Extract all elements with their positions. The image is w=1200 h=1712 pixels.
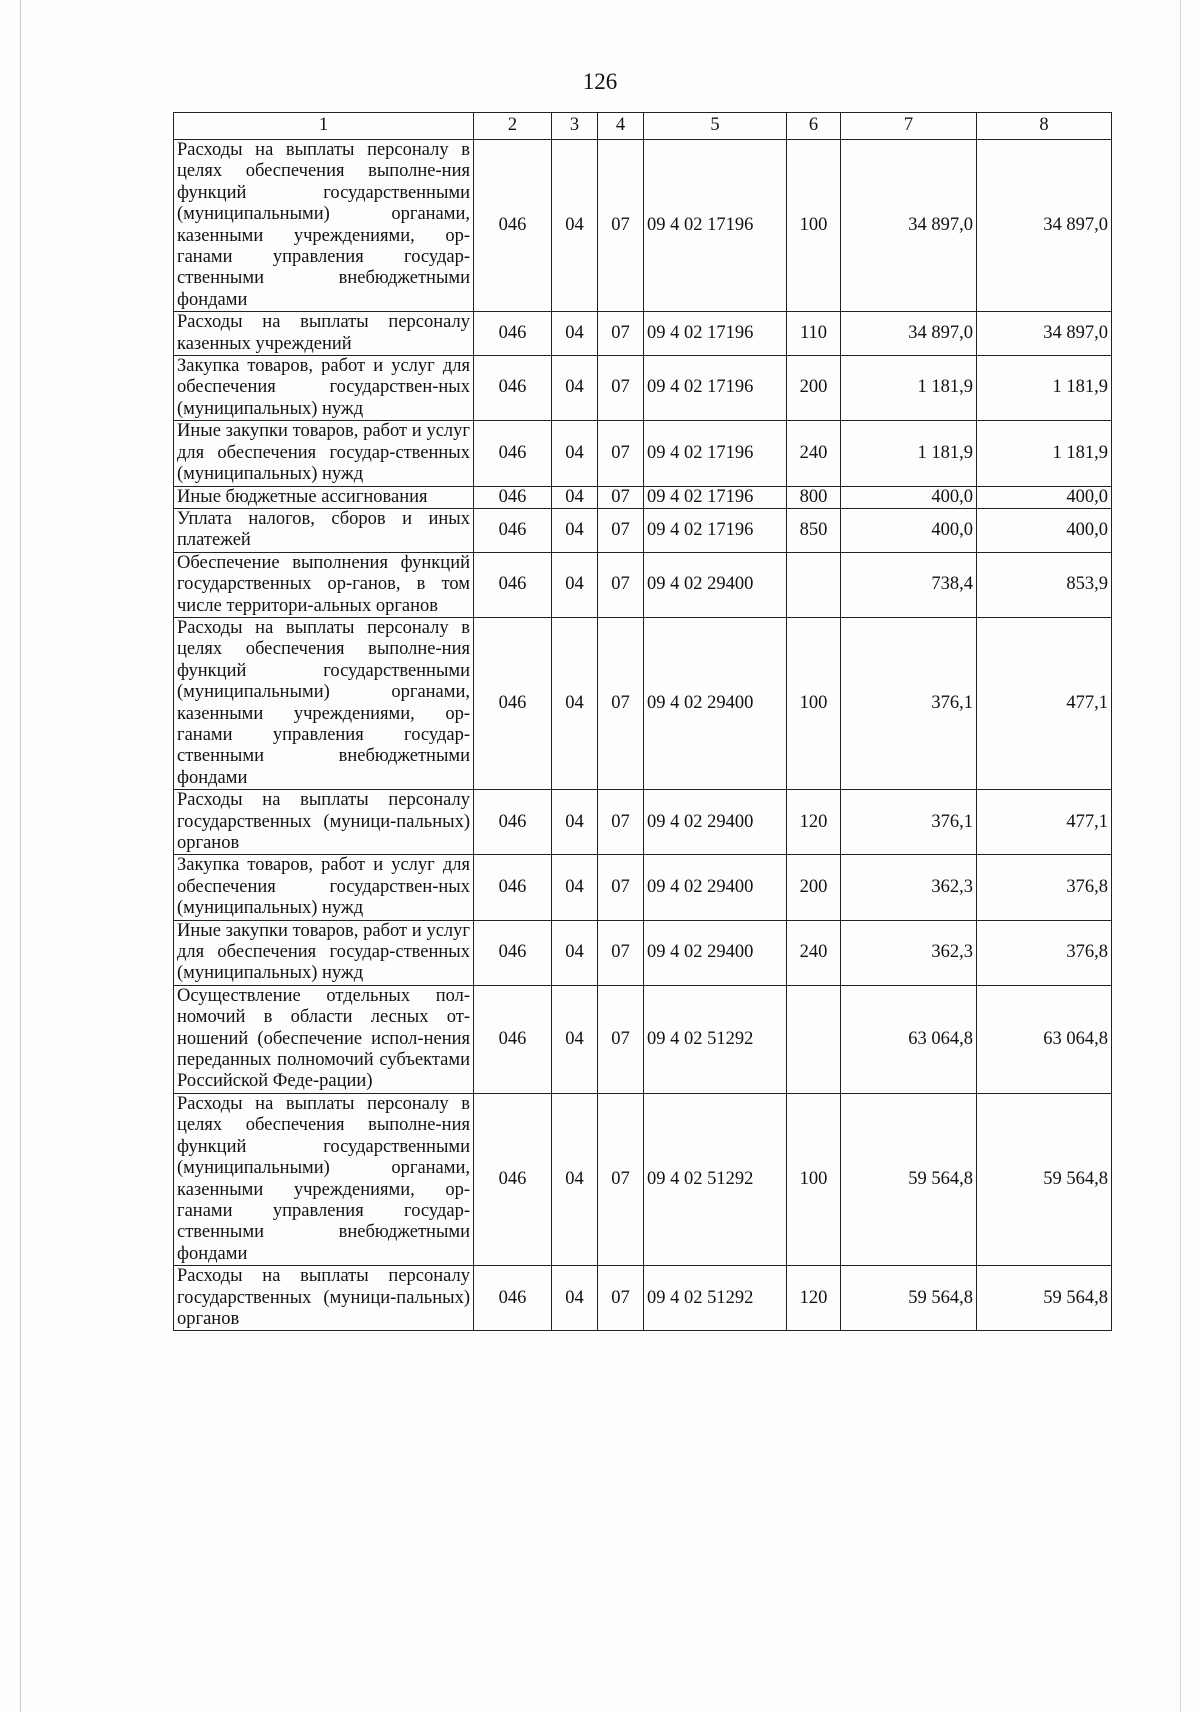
amount-year1-cell: 738,4 [841,552,977,617]
amount-year2-cell: 63 064,8 [977,985,1112,1093]
scan-edge-right [1180,0,1181,1712]
expense-type-cell: 120 [787,790,841,855]
table-row [174,508,1112,552]
expense-name-cell: Расходы на выплаты персоналу в целях обеспечения выполне-ния функций государственными (муниципальными) органами, казенными учреждениями, ор-ганами управления государ-ственными внебюджетными фондами [174,1093,474,1265]
subsection-code-cell: 07 [598,855,644,920]
column-header: 1 [174,113,474,140]
expense-type-cell: 200 [787,356,841,421]
expense-name-cell: Закупка товаров, работ и услуг для обеспечения государствен-ных (муниципальных) нужд [174,356,474,421]
section-code-cell: 04 [552,1266,598,1331]
ministry-code-cell: 046 [474,312,552,356]
expense-type-cell: 200 [787,855,841,920]
section-code-cell: 04 [552,421,598,486]
expense-name-cell: Иные бюджетные ассигнования [174,486,474,508]
ministry-code-cell: 046 [474,421,552,486]
section-code-cell: 04 [552,985,598,1093]
column-header: 7 [841,113,977,140]
target-article-cell: 09 4 02 17196 [644,486,787,508]
table-row [174,985,1112,1093]
expense-name-cell: Иные закупки товаров, работ и услуг для обеспечения государ-ственных (муниципальных) нужд [174,421,474,486]
amount-year2-cell: 853,9 [977,552,1112,617]
expense-type-cell [787,985,841,1093]
amount-year1-cell: 362,3 [841,855,977,920]
section-code-cell: 04 [552,920,598,985]
section-code-cell: 04 [552,356,598,421]
expense-type-cell: 100 [787,1093,841,1265]
expense-type-cell: 100 [787,140,841,312]
section-code-cell: 04 [552,486,598,508]
subsection-code-cell: 07 [598,985,644,1093]
amount-year1-cell: 34 897,0 [841,312,977,356]
amount-year2-cell: 59 564,8 [977,1093,1112,1265]
target-article-cell: 09 4 02 51292 [644,985,787,1093]
expense-type-cell: 100 [787,617,841,789]
subsection-code-cell: 07 [598,486,644,508]
ministry-code-cell: 046 [474,1266,552,1331]
subsection-code-cell: 07 [598,1266,644,1331]
table-row [174,920,1112,985]
ministry-code-cell: 046 [474,552,552,617]
budget-table [173,112,1112,1331]
ministry-code-cell: 046 [474,790,552,855]
amount-year2-cell: 400,0 [977,486,1112,508]
table-row [174,421,1112,486]
amount-year1-cell: 59 564,8 [841,1266,977,1331]
expense-name-cell: Осуществление отдельных пол-номочий в области лесных от-ношений (обеспечение испол-нения переданных полномочий субъектами Российской Феде-рации) [174,985,474,1093]
ministry-code-cell: 046 [474,1093,552,1265]
ministry-code-cell: 046 [474,617,552,789]
amount-year2-cell: 34 897,0 [977,140,1112,312]
amount-year2-cell: 477,1 [977,790,1112,855]
page-number: 126 [582,69,618,94]
target-article-cell: 09 4 02 29400 [644,552,787,617]
amount-year2-cell: 376,8 [977,920,1112,985]
target-article-cell: 09 4 02 29400 [644,617,787,789]
column-header: 5 [644,113,787,140]
amount-year1-cell: 1 181,9 [841,356,977,421]
target-article-cell: 09 4 02 17196 [644,421,787,486]
expense-name-cell: Расходы на выплаты персоналу государственных (муници-пальных) органов [174,790,474,855]
target-article-cell: 09 4 02 29400 [644,790,787,855]
column-header: 3 [552,113,598,140]
subsection-code-cell: 07 [598,617,644,789]
expense-type-cell: 240 [787,421,841,486]
target-article-cell: 09 4 02 17196 [644,356,787,421]
amount-year1-cell: 63 064,8 [841,985,977,1093]
expense-type-cell: 120 [787,1266,841,1331]
expense-name-cell: Расходы на выплаты персоналу государственных (муници-пальных) органов [174,1266,474,1331]
expense-type-cell: 850 [787,508,841,552]
table-row [174,140,1112,312]
amount-year2-cell: 1 181,9 [977,356,1112,421]
expense-name-cell: Иные закупки товаров, работ и услуг для обеспечения государ-ственных (муниципальных) нужд [174,920,474,985]
expense-name-cell: Расходы на выплаты персоналу казенных учреждений [174,312,474,356]
ministry-code-cell: 046 [474,140,552,312]
expense-name-cell: Расходы на выплаты персоналу в целях обеспечения выполне-ния функций государственными (муниципальными) органами, казенными учреждениями, ор-ганами управления государ-ственными внебюджетными фондами [174,617,474,789]
amount-year2-cell: 400,0 [977,508,1112,552]
subsection-code-cell: 07 [598,421,644,486]
section-code-cell: 04 [552,140,598,312]
amount-year1-cell: 400,0 [841,486,977,508]
target-article-cell: 09 4 02 51292 [644,1266,787,1331]
amount-year1-cell: 376,1 [841,790,977,855]
amount-year1-cell: 362,3 [841,920,977,985]
expense-name-cell: Обеспечение выполнения функций государственных ор-ганов, в том числе территори-альных органов [174,552,474,617]
section-code-cell: 04 [552,617,598,789]
subsection-code-cell: 07 [598,312,644,356]
section-code-cell: 04 [552,312,598,356]
column-header: 6 [787,113,841,140]
section-code-cell: 04 [552,508,598,552]
table-row [174,356,1112,421]
subsection-code-cell: 07 [598,140,644,312]
amount-year2-cell: 34 897,0 [977,312,1112,356]
subsection-code-cell: 07 [598,552,644,617]
ministry-code-cell: 046 [474,855,552,920]
column-header: 2 [474,113,552,140]
amount-year1-cell: 34 897,0 [841,140,977,312]
expense-name-cell: Уплата налогов, сборов и иных платежей [174,508,474,552]
subsection-code-cell: 07 [598,1093,644,1265]
target-article-cell: 09 4 02 29400 [644,920,787,985]
expense-name-cell: Закупка товаров, работ и услуг для обеспечения государствен-ных (муниципальных) нужд [174,855,474,920]
section-code-cell: 04 [552,855,598,920]
ministry-code-cell: 046 [474,985,552,1093]
amount-year2-cell: 1 181,9 [977,421,1112,486]
amount-year1-cell: 1 181,9 [841,421,977,486]
subsection-code-cell: 07 [598,508,644,552]
scan-edge-left [20,0,21,1712]
table-row [174,855,1112,920]
target-article-cell: 09 4 02 17196 [644,140,787,312]
ministry-code-cell: 046 [474,486,552,508]
ministry-code-cell: 046 [474,508,552,552]
table-row [174,1093,1112,1265]
subsection-code-cell: 07 [598,356,644,421]
table-row [174,790,1112,855]
table-row [174,1266,1112,1331]
column-header: 8 [977,113,1112,140]
section-code-cell: 04 [552,790,598,855]
ministry-code-cell: 046 [474,920,552,985]
expense-name-cell: Расходы на выплаты персоналу в целях обеспечения выполне-ния функций государственными (муниципальными) органами, казенными учреждениями, ор-ганами управления государ-ственными внебюджетными фондами [174,140,474,312]
table-header-row [174,113,1112,140]
table-row [174,312,1112,356]
amount-year1-cell: 59 564,8 [841,1093,977,1265]
amount-year1-cell: 400,0 [841,508,977,552]
target-article-cell: 09 4 02 17196 [644,508,787,552]
target-article-cell: 09 4 02 51292 [644,1093,787,1265]
expense-type-cell [787,552,841,617]
target-article-cell: 09 4 02 29400 [644,855,787,920]
ministry-code-cell: 046 [474,356,552,421]
section-code-cell: 04 [552,1093,598,1265]
amount-year2-cell: 477,1 [977,617,1112,789]
expense-type-cell: 110 [787,312,841,356]
amount-year2-cell: 376,8 [977,855,1112,920]
table-row [174,486,1112,508]
subsection-code-cell: 07 [598,790,644,855]
expense-type-cell: 800 [787,486,841,508]
table-row [174,552,1112,617]
target-article-cell: 09 4 02 17196 [644,312,787,356]
table-row [174,617,1112,789]
amount-year1-cell: 376,1 [841,617,977,789]
expense-type-cell: 240 [787,920,841,985]
amount-year2-cell: 59 564,8 [977,1266,1112,1331]
section-code-cell: 04 [552,552,598,617]
subsection-code-cell: 07 [598,920,644,985]
column-header: 4 [598,113,644,140]
